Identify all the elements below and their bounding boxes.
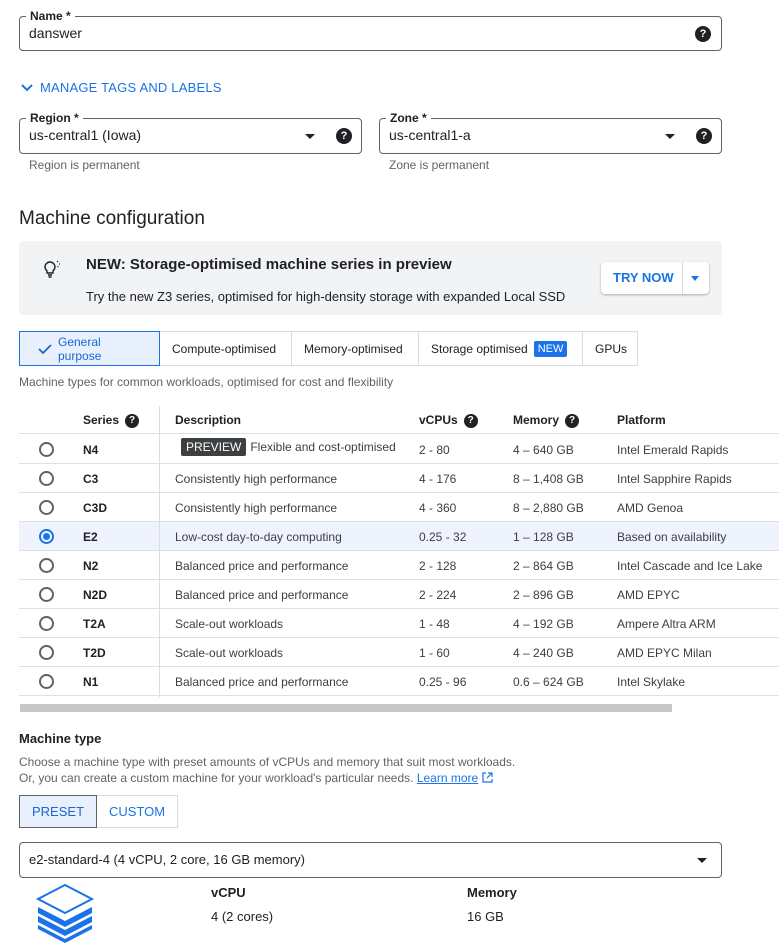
row-radio[interactable] (39, 616, 54, 631)
table-row[interactable] (19, 435, 779, 464)
cell-memory: 0.6 – 624 GB (513, 675, 584, 689)
tab-label: General purpose (58, 334, 102, 363)
row-radio[interactable] (39, 442, 54, 457)
banner-description: Try the new Z3 series, optimised for high-density storage with expanded Local SSD (86, 289, 566, 304)
name-label: Name * (26, 8, 75, 24)
header-memory: Memory ? (513, 413, 579, 428)
zone-select[interactable] (379, 111, 722, 154)
cell-platform: Intel Cascade and Ice Lake (617, 559, 763, 573)
preset-button[interactable]: PRESET (19, 795, 97, 828)
help-icon[interactable]: ? (336, 128, 352, 144)
dropdown-caret-icon (697, 858, 707, 863)
cell-series: C3 (83, 472, 99, 486)
cell-platform: Based on availability (617, 530, 727, 544)
manage-tags-label: MANAGE TAGS AND LABELS (40, 80, 222, 95)
header-platform: Platform (617, 413, 666, 427)
cell-platform: AMD Genoa (617, 501, 684, 515)
preview-badge: PREVIEW (181, 438, 246, 456)
learn-more-link[interactable]: Learn more (416, 771, 479, 785)
cell-description: PREVIEW Flexible and cost-optimised (181, 440, 396, 454)
cell-series: N1 (83, 675, 99, 689)
tab-label: Storage optimised (431, 341, 528, 356)
lightbulb-icon (42, 259, 62, 279)
memory-value: 16 GB (467, 909, 504, 924)
machine-type-description-2: Or, you can create a custom machine for your workload's particular needs. Learn more (19, 771, 493, 785)
cell-memory: 2 – 896 GB (513, 588, 574, 602)
cell-vcpus: 1 - 60 (419, 646, 450, 660)
cell-description: Consistently high performance (175, 472, 338, 486)
name-value: danswer (29, 25, 82, 41)
vcpu-label: vCPU (211, 885, 246, 900)
column-divider (159, 406, 160, 697)
cell-memory: 4 – 640 GB (513, 443, 574, 457)
chevron-down-icon (20, 83, 34, 93)
zone-value: us-central1-a (389, 127, 471, 143)
try-now-button[interactable] (601, 262, 709, 294)
tab-general-purpose[interactable] (19, 331, 160, 366)
custom-button[interactable]: CUSTOM (97, 795, 178, 828)
machine-family-tabs (19, 331, 638, 366)
manage-tags-button[interactable] (20, 80, 222, 95)
cell-platform: AMD EPYC Milan (617, 646, 712, 660)
machine-type-toggle (19, 795, 178, 828)
row-radio[interactable] (39, 587, 54, 602)
help-icon[interactable]: ? (464, 414, 478, 428)
tab-gpus[interactable] (583, 331, 638, 366)
tab-label: Memory-optimised (304, 341, 403, 356)
dropdown-caret-icon (665, 134, 675, 139)
cell-series: T2D (83, 646, 106, 660)
region-label: Region * (26, 110, 83, 126)
button-divider (682, 262, 683, 294)
cell-description: Low-cost day-to-day computing (175, 530, 342, 544)
preview-banner (19, 241, 722, 315)
cell-series: N4 (83, 443, 99, 457)
vcpu-value: 4 (2 cores) (211, 909, 274, 924)
cell-memory: 8 – 1,408 GB (513, 472, 584, 486)
cell-platform: Ampere Altra ARM (617, 617, 716, 631)
dropdown-caret-icon[interactable] (691, 276, 699, 281)
tab-label: GPUs (595, 341, 628, 356)
row-radio[interactable] (39, 558, 54, 573)
row-radio[interactable] (39, 645, 54, 660)
tab-storage-optimised[interactable] (419, 331, 583, 366)
external-link-icon (482, 772, 493, 783)
cell-vcpus: 2 - 224 (419, 588, 457, 602)
row-radio[interactable] (39, 674, 54, 689)
new-badge: NEW (534, 341, 568, 357)
try-now-label: TRY NOW (613, 270, 674, 285)
cell-memory: 8 – 2,880 GB (513, 501, 584, 515)
cell-series: T2A (83, 617, 106, 631)
table-row[interactable] (19, 609, 779, 638)
table-row[interactable] (19, 580, 779, 609)
row-radio[interactable] (39, 529, 54, 544)
table-row[interactable] (19, 493, 779, 522)
table-row[interactable] (19, 464, 779, 493)
machine-type-title: Machine type (19, 731, 102, 746)
cell-series: N2 (83, 559, 99, 573)
help-icon[interactable]: ? (565, 414, 579, 428)
cell-description: Balanced price and performance (175, 588, 349, 602)
cell-vcpus: 0.25 - 96 (419, 675, 467, 689)
region-value: us-central1 (Iowa) (29, 127, 142, 143)
tab-label: Compute-optimised (172, 341, 277, 356)
cell-description: Scale-out workloads (175, 646, 284, 660)
region-hint: Region is permanent (29, 158, 140, 172)
cell-vcpus: 4 - 176 (419, 472, 457, 486)
cell-platform: AMD EPYC (617, 588, 680, 602)
cell-platform: Intel Skylake (617, 675, 686, 689)
tab-memory-optimised[interactable] (292, 331, 419, 366)
header-series: Series ? (83, 413, 139, 428)
cell-description: Balanced price and performance (175, 675, 349, 689)
zone-label: Zone * (386, 110, 431, 126)
name-field[interactable] (19, 9, 722, 51)
region-select[interactable] (19, 111, 362, 154)
tab-description: Machine types for common workloads, optimised for cost and flexibility (19, 375, 394, 389)
machine-type-value: e2-standard-4 (4 vCPU, 2 core, 16 GB memory) (29, 852, 305, 867)
table-row[interactable] (19, 638, 779, 667)
help-icon[interactable]: ? (695, 26, 711, 42)
cell-vcpus: 2 - 80 (419, 443, 450, 457)
help-icon[interactable]: ? (125, 414, 139, 428)
machine-series-table (19, 406, 763, 697)
cell-memory: 2 – 864 GB (513, 559, 574, 573)
row-radio[interactable] (39, 500, 54, 515)
table-header (19, 406, 779, 434)
cell-description: Scale-out workloads (175, 617, 284, 631)
table-row[interactable] (19, 551, 779, 580)
cell-memory: 4 – 240 GB (513, 646, 574, 660)
cell-platform: Intel Sapphire Rapids (617, 472, 732, 486)
zone-hint: Zone is permanent (389, 158, 490, 172)
cell-description: Balanced price and performance (175, 559, 349, 573)
machine-type-select[interactable] (19, 842, 722, 878)
cell-memory: 4 – 192 GB (513, 617, 574, 631)
header-vcpus: vCPUs ? (419, 413, 478, 428)
cell-series: E2 (83, 530, 98, 544)
horizontal-scrollbar[interactable] (20, 704, 672, 712)
dropdown-caret-icon (305, 134, 315, 139)
cell-platform: Intel Emerald Rapids (617, 443, 729, 457)
cell-series: N2D (83, 588, 108, 602)
tab-compute-optimised[interactable] (160, 331, 292, 366)
memory-label: Memory (467, 885, 517, 900)
layers-icon (36, 883, 94, 943)
check-icon (38, 343, 52, 355)
header-description: Description (175, 413, 242, 427)
help-icon[interactable]: ? (696, 128, 712, 144)
table-row[interactable] (19, 522, 779, 551)
cell-vcpus: 1 - 48 (419, 617, 450, 631)
cell-description: Consistently high performance (175, 501, 338, 515)
section-title: Machine configuration (19, 208, 205, 229)
cell-vcpus: 0.25 - 32 (419, 530, 467, 544)
banner-title: NEW: Storage-optimised machine series in preview (86, 256, 452, 273)
machine-type-description: Choose a machine type with preset amounts of vCPUs and memory that suit most workloads. (19, 755, 516, 769)
cell-memory: 1 – 128 GB (513, 530, 574, 544)
cell-vcpus: 4 - 360 (419, 501, 457, 515)
cell-vcpus: 2 - 128 (419, 559, 457, 573)
row-radio[interactable] (39, 471, 54, 486)
table-row[interactable] (19, 667, 779, 696)
cell-series: C3D (83, 501, 108, 515)
